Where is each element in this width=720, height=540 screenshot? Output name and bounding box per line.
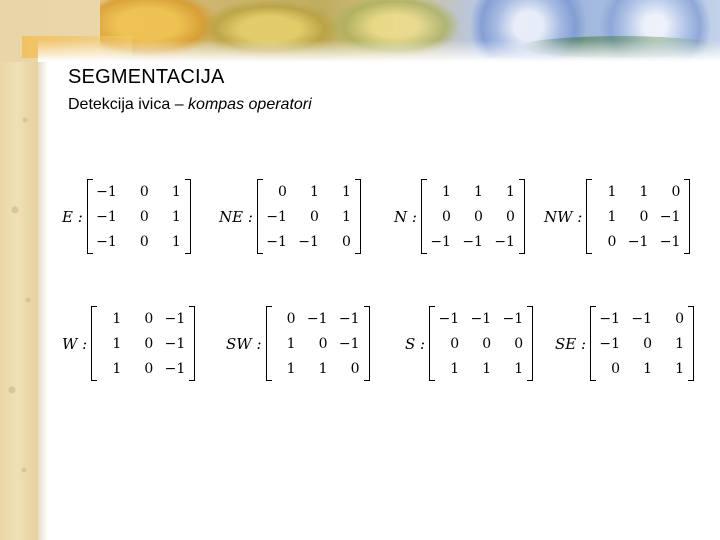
matrix-cell: −1	[494, 233, 515, 250]
matrix-cell: 1	[171, 233, 181, 250]
matrix-cell: 1	[675, 360, 685, 377]
matrix-e	[62, 179, 191, 254]
matrix-cell: −1	[266, 233, 287, 250]
matrix-cell: −1	[338, 335, 360, 352]
matrix-cell: 1	[514, 360, 524, 377]
matrix-cell: −1	[462, 233, 483, 250]
matrix-cell: 0	[139, 208, 149, 225]
matrix-se	[555, 306, 694, 381]
matrix-cell: 0	[643, 335, 653, 352]
matrix-cell: 1	[286, 335, 296, 352]
matrix-cell: −1	[430, 233, 451, 250]
matrix-cell: 1	[112, 310, 122, 327]
matrix-n	[394, 179, 525, 254]
matrix-nw	[544, 179, 690, 254]
matrix-label: SW :	[226, 334, 262, 353]
matrix-sw	[226, 306, 370, 381]
matrix-grid	[590, 306, 694, 381]
matrix-cell: 1	[450, 360, 460, 377]
matrix-cell: −1	[96, 208, 117, 225]
matrix-grid	[257, 179, 361, 254]
matrix-cell: −1	[627, 233, 649, 250]
matrix-cell: 1	[318, 360, 328, 377]
matrix-cell: 0	[139, 183, 149, 200]
matrix-cell: 1	[643, 360, 653, 377]
matrix-cell: −1	[96, 183, 117, 200]
matrix-grid	[429, 306, 533, 381]
matrix-cell: 0	[286, 310, 296, 327]
matrix-label: N :	[394, 207, 417, 226]
matrix-grid	[421, 179, 525, 254]
matrix-grid	[266, 306, 370, 381]
matrix-cell: 0	[309, 208, 319, 225]
matrix-w	[62, 306, 195, 381]
matrix-cell: 0	[611, 360, 621, 377]
matrix-grid	[87, 179, 191, 254]
matrix-cell: −1	[298, 233, 319, 250]
matrix-grid	[586, 179, 690, 254]
matrix-cell: −1	[599, 310, 621, 327]
matrix-label: W :	[62, 334, 88, 353]
matrix-cell: 0	[277, 183, 287, 200]
matrix-cell: 0	[482, 335, 492, 352]
decorative-banner	[0, 0, 720, 62]
matrix-cell: −1	[470, 310, 492, 327]
matrix-cell: 0	[144, 360, 154, 377]
matrix-cell: 1	[607, 208, 617, 225]
matrix-label: E :	[62, 207, 83, 226]
matrix-cell: −1	[164, 310, 186, 327]
matrix-cell: 1	[112, 360, 122, 377]
subtitle-italic: kompas operatori	[188, 96, 312, 113]
matrix-cell: −1	[659, 233, 681, 250]
matrix-cell: 1	[341, 183, 351, 200]
matrix-cell: 0	[675, 310, 685, 327]
matrix-cell: 0	[144, 310, 154, 327]
matrix-cell: 0	[474, 208, 483, 225]
matrix-label: S :	[405, 334, 426, 353]
matrix-cell: 0	[139, 233, 149, 250]
matrix-ne	[219, 179, 361, 254]
matrix-cell: 0	[450, 335, 460, 352]
matrix-cell: 1	[171, 183, 181, 200]
subtitle-plain: Detekcija ivica –	[68, 96, 189, 113]
matrix-cell: −1	[502, 310, 524, 327]
matrix-cell: 0	[341, 233, 351, 250]
sidebar-shadow	[38, 0, 48, 540]
matrix-cell: −1	[438, 310, 460, 327]
matrix-label: SE :	[555, 334, 587, 353]
matrix-cell: −1	[338, 310, 360, 327]
matrix-cell: 0	[639, 208, 649, 225]
matrix-cell: 1	[607, 183, 617, 200]
matrix-grid	[91, 306, 195, 381]
matrix-label: NW :	[544, 207, 583, 226]
matrix-cell: 1	[442, 183, 451, 200]
matrix-cell: −1	[164, 335, 186, 352]
matrix-cell: −1	[631, 310, 653, 327]
matrix-cell: −1	[96, 233, 117, 250]
slide-subtitle	[68, 96, 312, 114]
parchment-sidebar	[0, 0, 38, 540]
matrix-cell: 0	[514, 335, 524, 352]
matrix-cell: 1	[286, 360, 296, 377]
matrix-cell: 0	[506, 208, 515, 225]
matrix-cell: 1	[482, 360, 492, 377]
matrix-cell: 1	[506, 183, 515, 200]
matrix-cell: 0	[442, 208, 451, 225]
matrix-cell: −1	[599, 335, 621, 352]
matrix-cell: 0	[671, 183, 681, 200]
matrix-label: NE :	[219, 207, 253, 226]
matrix-cell: 0	[607, 233, 617, 250]
matrix-cell: 1	[309, 183, 319, 200]
matrix-cell: 1	[474, 183, 483, 200]
matrix-s	[405, 306, 533, 381]
matrix-cell: 1	[171, 208, 181, 225]
matrix-cell: 1	[675, 335, 685, 352]
matrix-cell: 0	[144, 335, 154, 352]
matrix-cell: 0	[350, 360, 360, 377]
matrix-cell: 1	[639, 183, 649, 200]
matrix-cell: −1	[306, 310, 328, 327]
matrix-cell: 0	[318, 335, 328, 352]
matrix-cell: 1	[341, 208, 351, 225]
slide-title: SEGMENTACIJA	[68, 66, 225, 88]
matrix-cell: 1	[112, 335, 122, 352]
matrix-cell: −1	[164, 360, 186, 377]
matrix-cell: −1	[266, 208, 287, 225]
matrix-cell: −1	[659, 208, 681, 225]
